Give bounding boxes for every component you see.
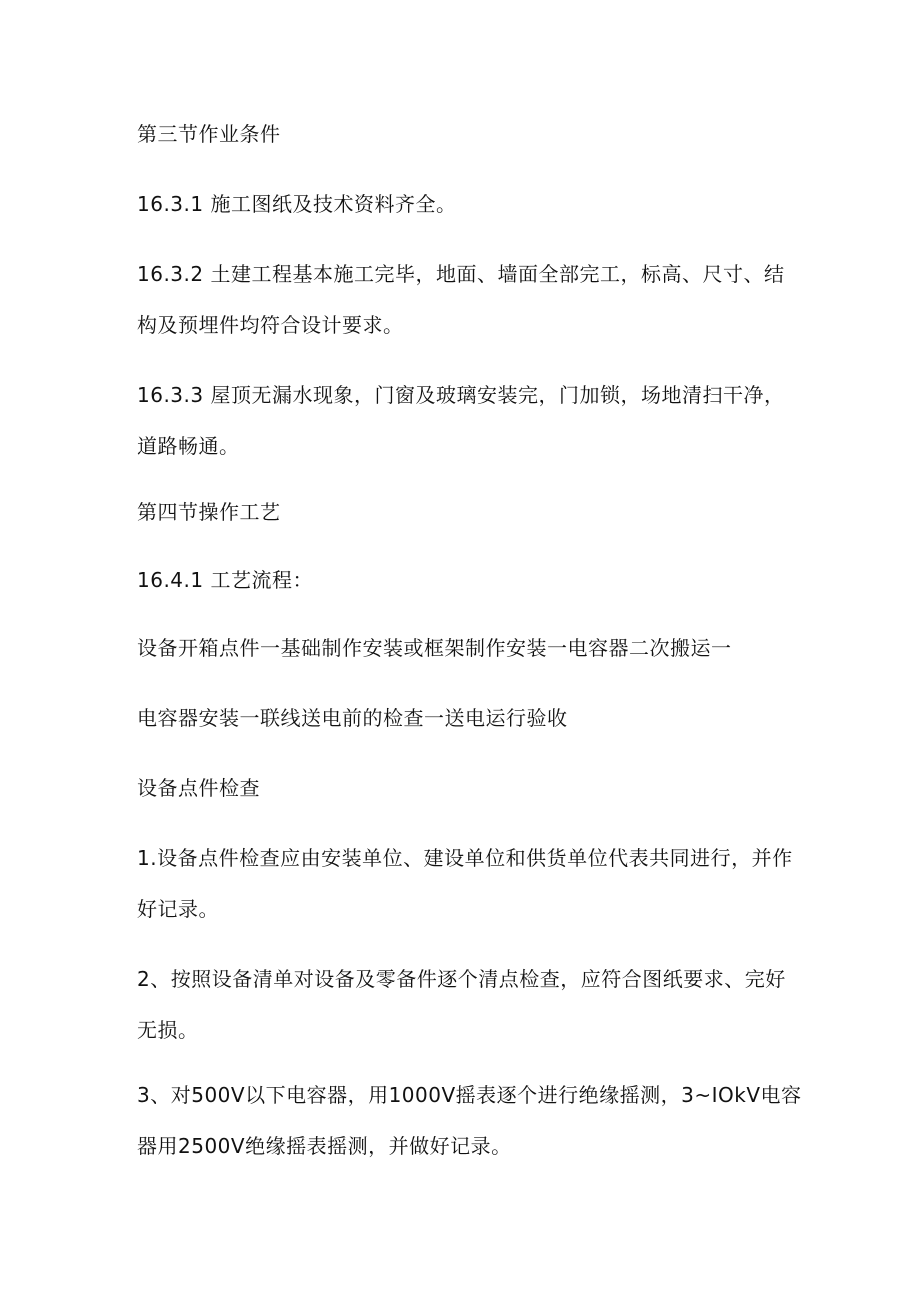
item-3-line-2: 器用2500V绝缘摇表摇测，并做好记录。 xyxy=(137,1134,512,1158)
item-1-line-2: 好记录。 xyxy=(137,897,219,921)
section-heading-4: 第四节操作工艺 xyxy=(137,500,281,524)
clause-16-3-3-line-1: 16.3.3 屋顶无漏水现象，门窗及玻璃安装完，门加锁，场地清扫干净， xyxy=(137,383,785,407)
subheading-equipment-inspection: 设备点件检查 xyxy=(137,776,260,800)
clause-16-3-1: 16.3.1 施工图纸及技术资料齐全。 xyxy=(137,192,457,216)
process-flow-line-1: 设备开箱点件一基础制作安装或框架制作安装一电容器二次搬运一 xyxy=(137,636,732,660)
section-heading-3: 第三节作业条件 xyxy=(137,122,281,146)
clause-16-4-1: 16.4.1 工艺流程： xyxy=(137,568,313,592)
item-1-line-1: 1.设备点件检查应由安装单位、建设单位和供货单位代表共同进行，并作 xyxy=(137,846,793,870)
item-3-line-1: 3、对500V以下电容器，用1000V摇表逐个进行绝缘摇测，3~IOkV电容 xyxy=(137,1083,802,1107)
clause-16-3-3-line-2: 道路畅通。 xyxy=(137,434,240,458)
clause-16-3-2-line-2: 构及预埋件均符合设计要求。 xyxy=(137,313,404,337)
item-2-line-2: 无损。 xyxy=(137,1018,199,1042)
item-2-line-1: 2、按照设备清单对设备及零备件逐个清点检查，应符合图纸要求、完好 xyxy=(137,967,786,991)
process-flow-line-2: 电容器安装一联线送电前的检查一送电运行验收 xyxy=(137,706,568,730)
clause-16-3-2-line-1: 16.3.2 土建工程基本施工完毕，地面、墙面全部完工，标高、尺寸、结 xyxy=(137,262,785,286)
